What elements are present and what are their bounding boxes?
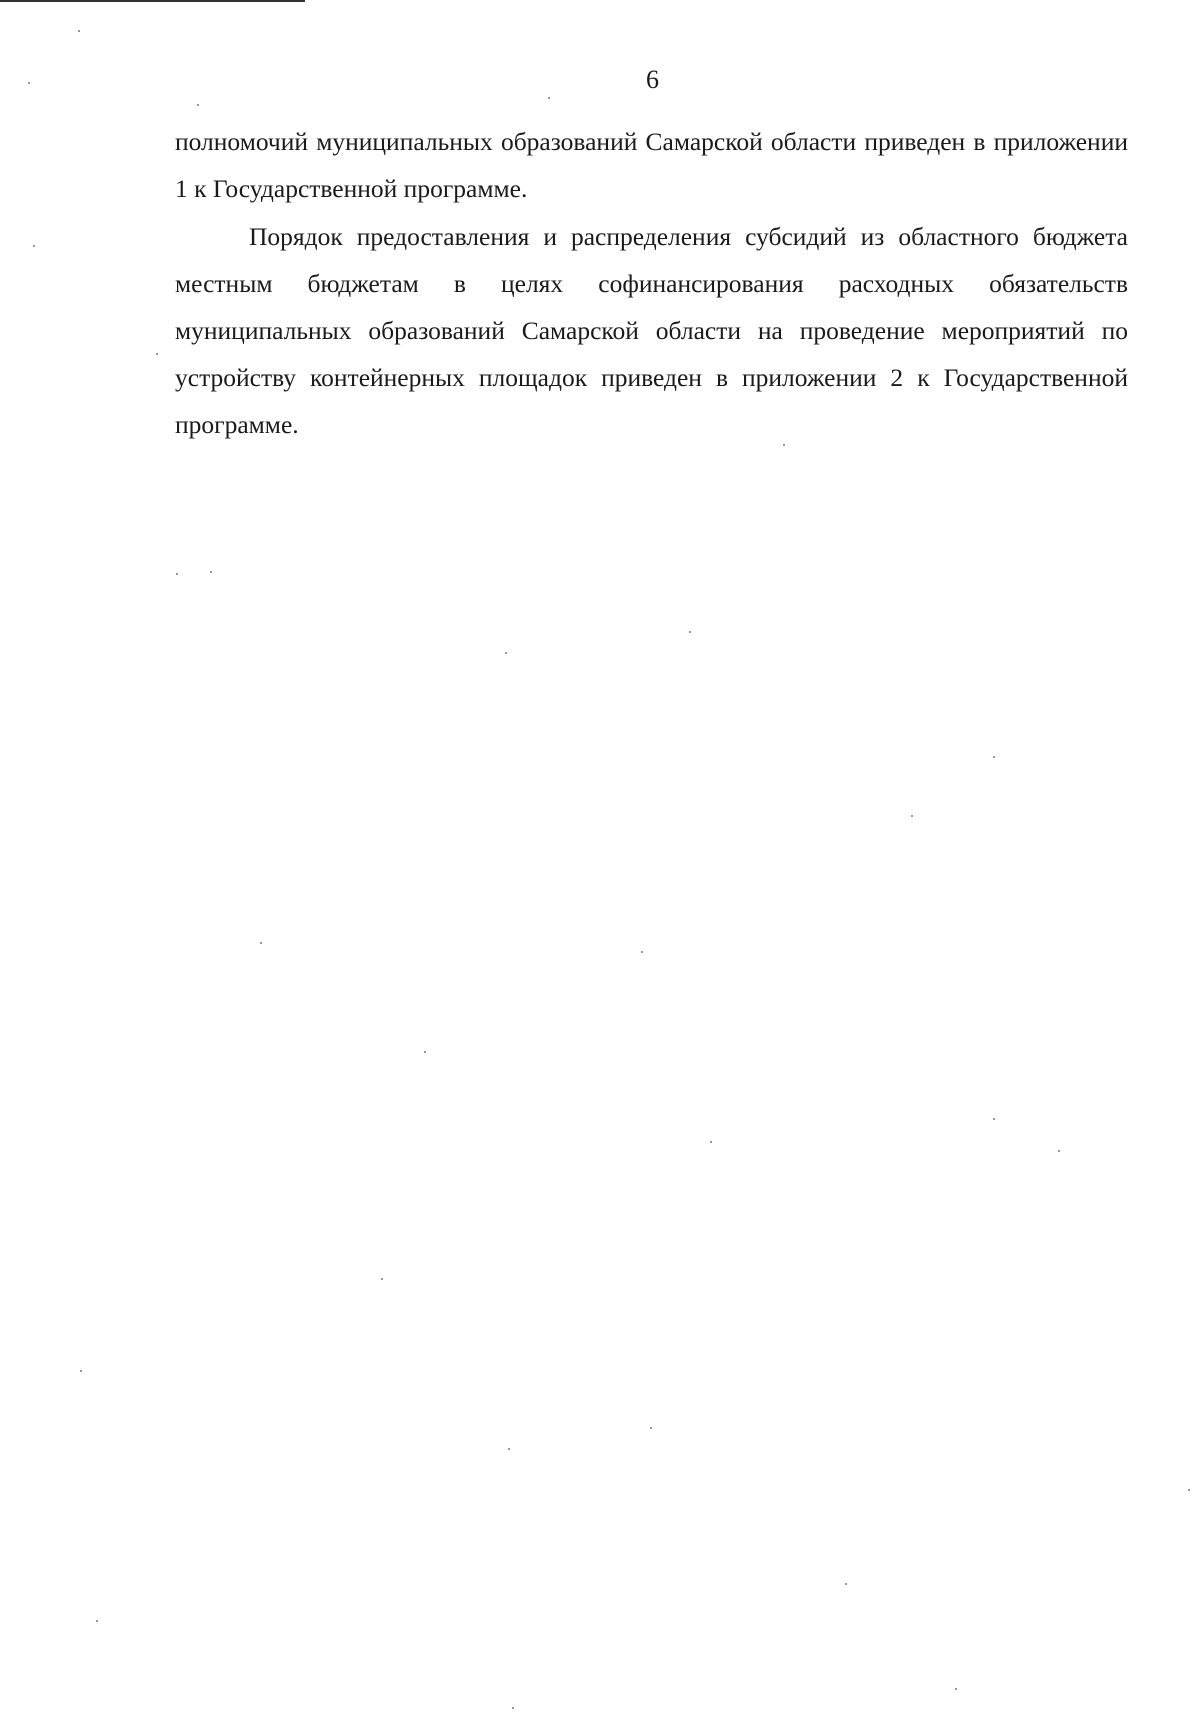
scan-edge-top bbox=[0, 0, 305, 2]
paragraph-1: полномочий муниципальных образований Самарской области приведен в приложении 1 к Государственной программе. bbox=[175, 127, 1128, 203]
page-number: 6 bbox=[646, 65, 659, 94]
document-body bbox=[175, 118, 1128, 449]
paragraph-2: Порядок предоставления и распределения субсидий из областного бюджета местным бюджетам в целях софинансирования расходных обязательств муниципальных образований Самарской области на проведение мероприятий по устройству контейнерных площадок приведен в приложении 2 к Государственной программе. bbox=[175, 222, 1128, 439]
